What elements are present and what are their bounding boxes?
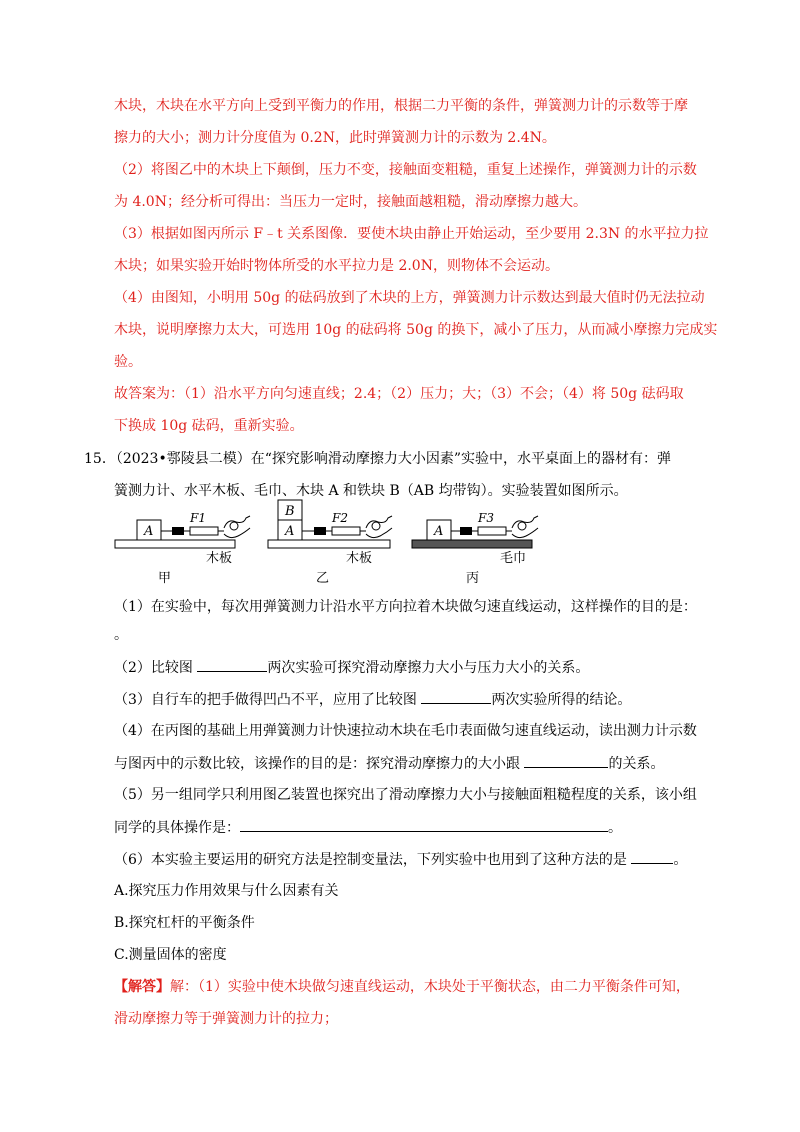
answer-text-line: 木块；如果实验开始时物体所受的水平拉力是 2.0N，则物体不会运动。 xyxy=(114,258,559,274)
answer-text-line: 擦力的大小；测力计分度值为 0.2N，此时弹簧测力计的示数为 2.4N。 xyxy=(114,130,556,146)
question-number: 15． xyxy=(84,451,116,467)
answer-blank[interactable] xyxy=(631,849,673,864)
answer-blank[interactable] xyxy=(524,753,608,768)
final-answer-line: 下换成 10g 砝码，重新实验。 xyxy=(114,418,304,434)
spring-scale xyxy=(172,527,184,535)
force-label-f2: F2 xyxy=(332,511,348,525)
experiment-figure xyxy=(110,498,570,588)
answer-text-line: 木块，说明摩擦力太大，可选用 10g 的砝码将 50g 的换下，减小了压力，从而减小摩擦力完成实 xyxy=(114,322,718,338)
sub-question-2-text: （2）比较图 xyxy=(114,660,198,676)
sub-question-5-cont xyxy=(114,817,622,838)
block-a-label: A xyxy=(285,524,295,539)
option-c: C.测量固体的密度 xyxy=(114,947,227,963)
sub-question-3 xyxy=(114,689,631,710)
answer-blank[interactable] xyxy=(197,657,267,672)
answer-text-line: 滑动摩擦力等于弹簧测力计的拉力； xyxy=(114,1011,338,1027)
answer-text-line: 验。 xyxy=(114,354,142,370)
caption-yi: 乙 xyxy=(316,571,330,586)
sub-question-4-text-end: 的关系。 xyxy=(608,756,665,772)
sub-question-6 xyxy=(114,849,687,870)
option-b: B.探究杠杆的平衡条件 xyxy=(114,915,255,931)
answer-heading-line xyxy=(114,977,690,997)
answer-text-line: 木块，木块在水平方向上受到平衡力的作用，根据二力平衡的条件，弹簧测力计的示数等于摩 xyxy=(114,98,688,114)
final-answer-line: 故答案为：（1）沿水平方向匀速直线；2.4；（2）压力；大；（3）不会；（4）将 50g 砝码取 xyxy=(114,386,684,402)
surface-label-2: 木板 xyxy=(346,551,373,566)
surface-label-1: 木板 xyxy=(206,551,233,566)
answer-text-line: （4）由图知，小明用 50g 的砝码放到了木块的上方，弹簧测力计示数达到最大值时仍无法拉动 xyxy=(114,290,705,306)
caption-bing: 丙 xyxy=(466,571,480,586)
block-a-label: A xyxy=(434,524,444,539)
sub-question-6-text-end: 。 xyxy=(673,852,688,868)
figure-setup-yi xyxy=(268,500,392,586)
answer-blank[interactable] xyxy=(240,817,608,832)
question-intro xyxy=(84,449,671,469)
force-label-f3: F3 xyxy=(478,511,494,525)
caption-jia: 甲 xyxy=(158,571,172,586)
answer-tag: 【解答】 xyxy=(114,979,170,995)
sub-question-2-text-end: 两次实验可探究滑动摩擦力大小与压力大小的关系。 xyxy=(267,660,590,676)
hand-icon xyxy=(224,516,250,538)
hand-icon xyxy=(512,516,538,538)
figure-setup-jia xyxy=(115,511,250,586)
sub-question-3-text-end: 两次实验所得的结论。 xyxy=(491,692,632,708)
sub-question-1-cont: 。 xyxy=(114,627,128,643)
answer-text-line: （3）根据如图丙所示 F﹣t 关系图像．要使木块由静止开始运动，至少要用 2.3N 的水平拉力拉 xyxy=(114,226,709,242)
sub-question-4-cont xyxy=(114,753,664,774)
sub-question-4-text: 与图丙中的示数比较，该操作的目的是：探究滑动摩擦力的大小跟 xyxy=(114,756,525,772)
spring-scale xyxy=(460,527,472,535)
answer-text: 解：（1）实验中使木块做匀速直线运动，木块处于平衡状态，由二力平衡条件可知， xyxy=(170,979,690,995)
spring-scale xyxy=(314,527,326,535)
figure-setup-bing xyxy=(412,511,538,586)
sub-question-6-text: （6）本实验主要运用的研究方法是控制变量法，下列实验中也用到了这种方法的是 xyxy=(114,852,632,868)
question-intro-cont: 簧测力计、水平木板、毛巾、木块 A 和铁块 B（AB 均带钩）。实验装置如图所示。 xyxy=(114,483,628,499)
surface-label-3: 毛巾 xyxy=(500,551,527,566)
answer-blank[interactable] xyxy=(421,689,491,704)
sub-question-4: （4）在丙图的基础上用弹簧测力计快速拉动木块在毛巾表面做匀速直线运动，读出测力计示数 xyxy=(114,723,697,739)
hand-icon xyxy=(366,516,392,538)
sub-question-5-text: 同学的具体操作是： xyxy=(114,820,240,836)
sub-question-2 xyxy=(114,657,589,678)
sub-question-5: （5）另一组同学只利用图乙装置也探究出了滑动摩擦力大小与接触面粗糙程度的关系，该小组 xyxy=(114,787,697,803)
option-a: A.探究压力作用效果与什么因素有关 xyxy=(114,883,339,899)
answer-text-line: （2）将图乙中的木块上下颠倒，压力不变，接触面变粗糙，重复上述操作，弹簧测力计的示数 xyxy=(114,162,697,178)
block-b-label: B xyxy=(285,504,295,519)
force-label-f1: F1 xyxy=(190,511,206,525)
sub-question-5-text-end: 。 xyxy=(608,820,622,836)
answer-text-line: 为 4.0N；经分析可得出：当压力一定时，接触面越粗糙，滑动摩擦力越大。 xyxy=(114,194,587,210)
sub-question-3-text: （3）自行车的把手做得凹凸不平，应用了比较图 xyxy=(114,692,422,708)
sub-question-1: （1）在实验中，每次用弹簧测力计沿水平方向拉着木块做匀速直线运动，这样操作的目的是： xyxy=(114,599,697,615)
question-intro-text: （2023•鄠陵县二模）在“探究影响滑动摩擦力大小因素”实验中，水平桌面上的器材有：弹 xyxy=(115,451,672,467)
block-a-label: A xyxy=(144,524,154,539)
